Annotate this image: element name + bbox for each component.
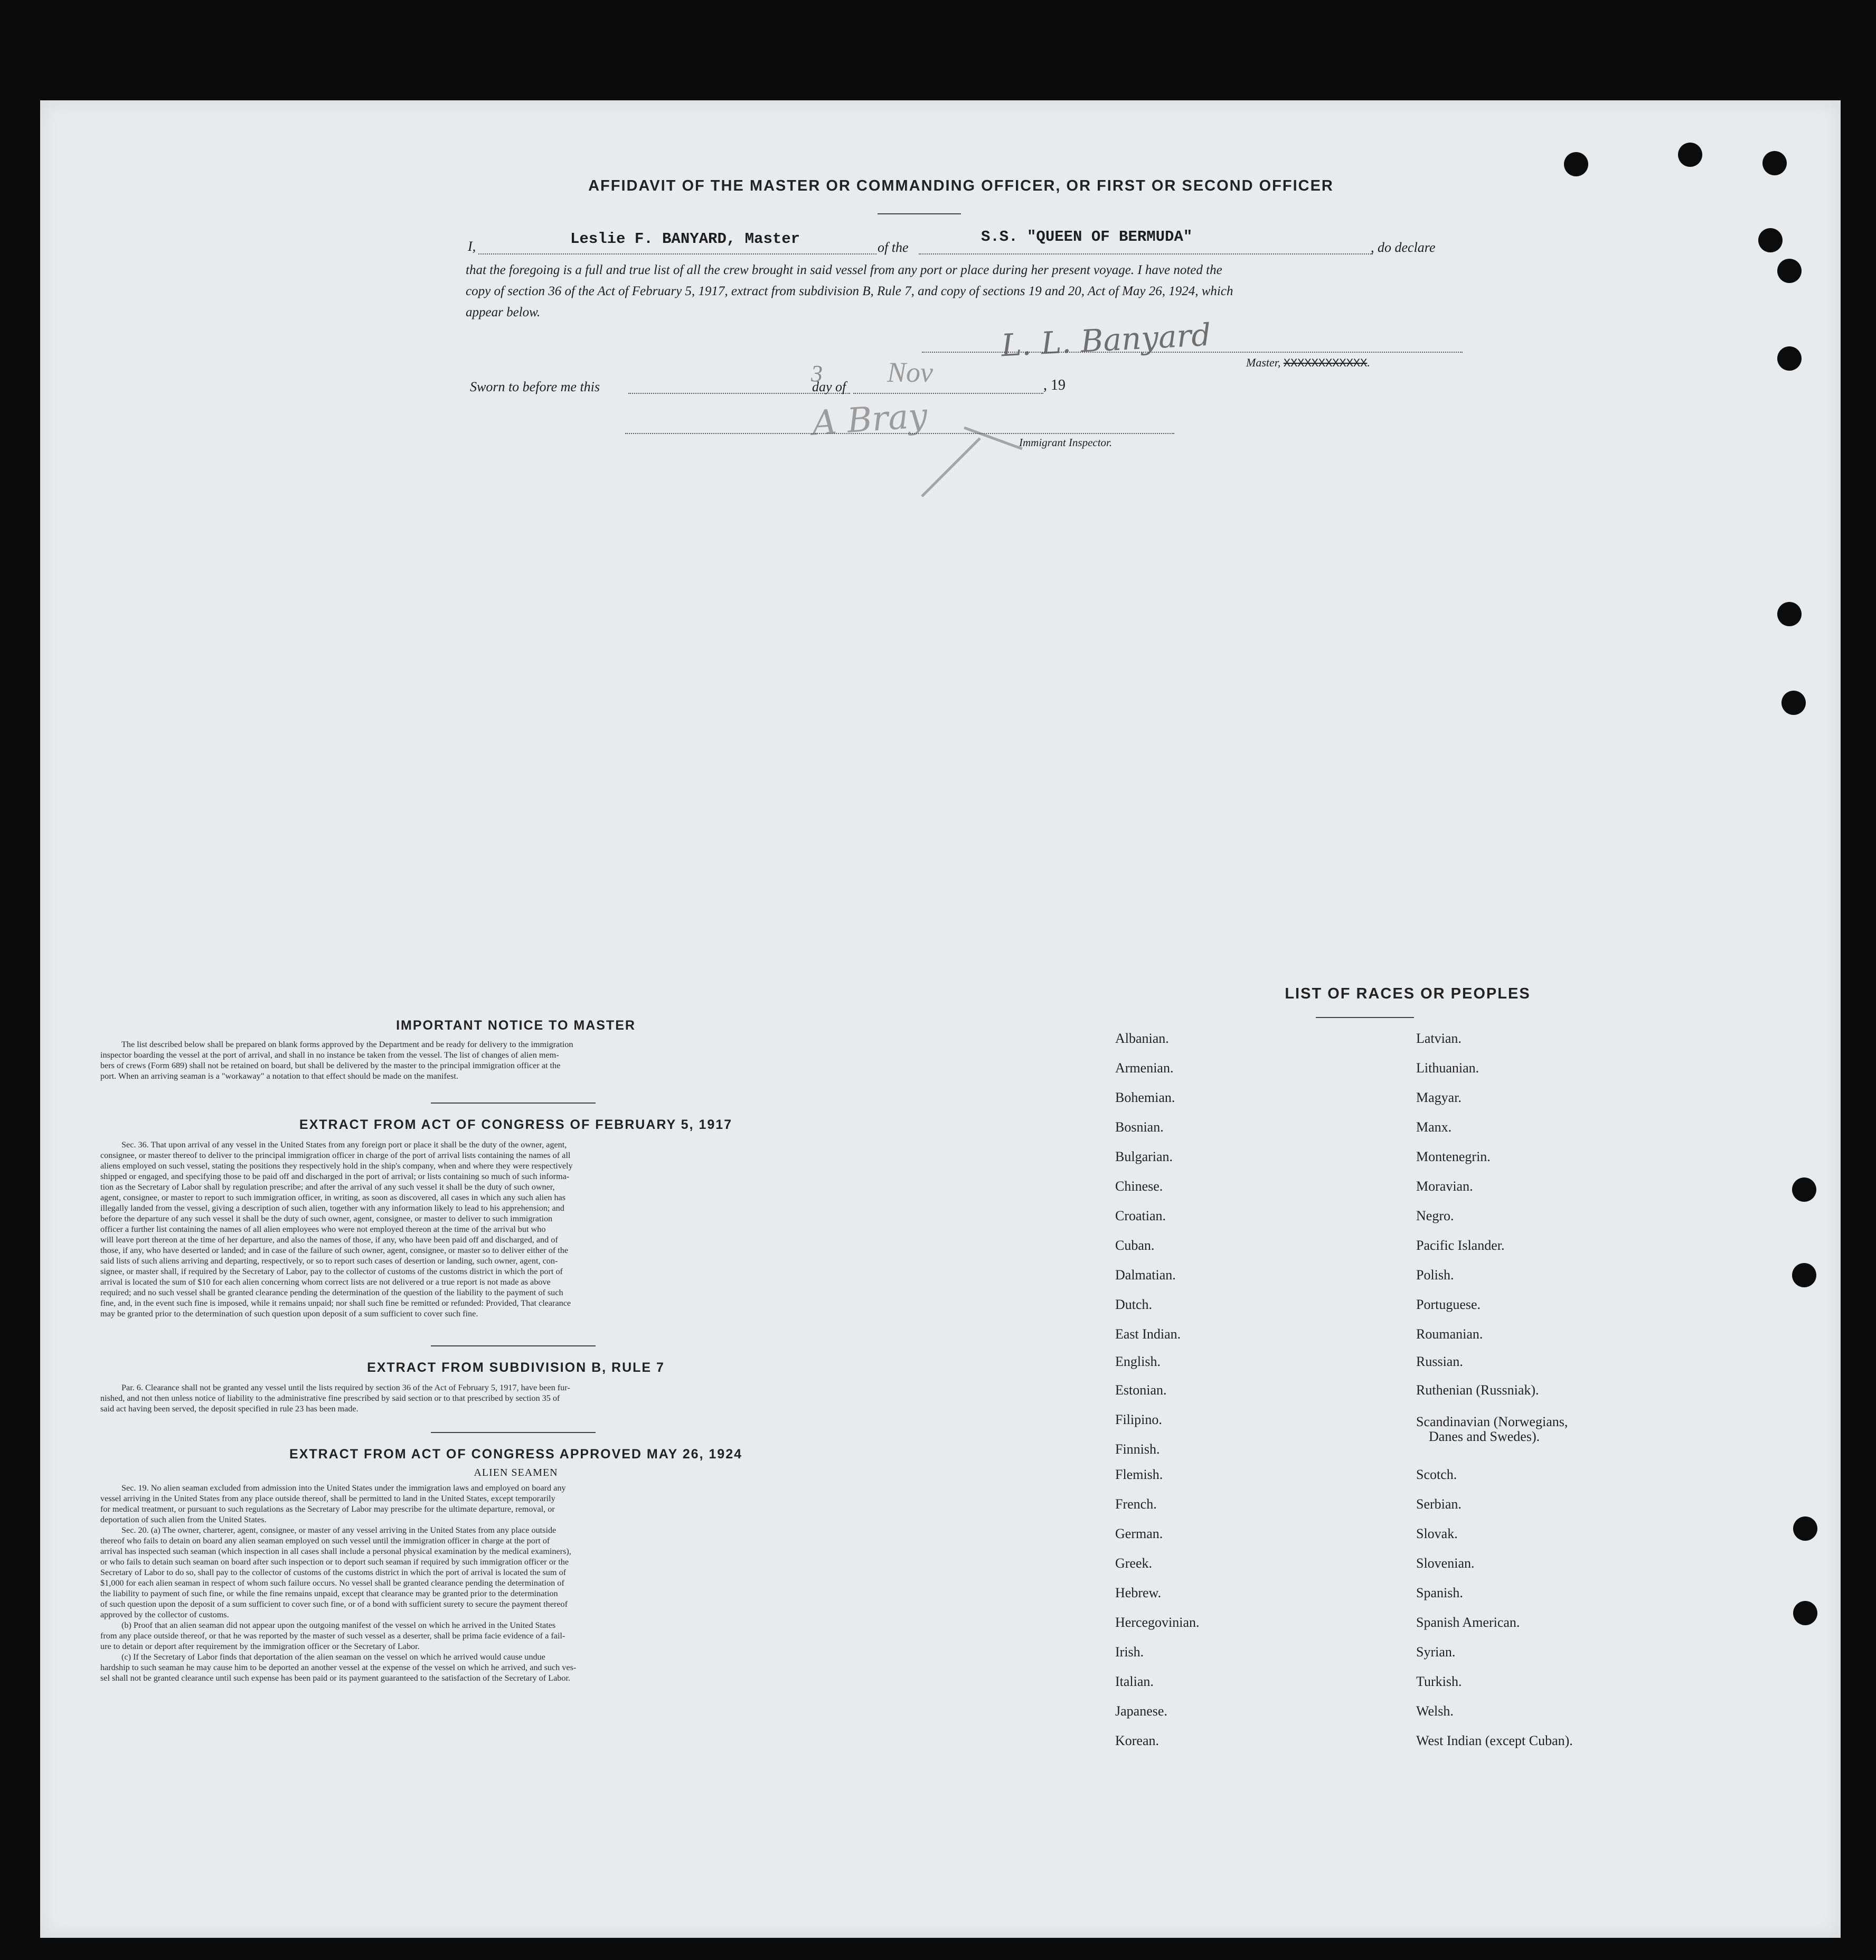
- races-title: LIST OF RACES OR PEOPLES: [1285, 985, 1531, 1002]
- extract-1924-body: [100, 1483, 940, 1683]
- race-turkish: Turkish.: [1416, 1674, 1462, 1689]
- extract-1917-title: EXTRACT FROM ACT OF CONGRESS OF FEBRUARY 5, 1917: [299, 1117, 733, 1132]
- extract-1917-line: shipped or engaged, and specifying those to be paid off and discharged in the port of arrival; or lists containing so much of such informa-: [100, 1172, 570, 1181]
- race-japanese: Japanese.: [1115, 1703, 1167, 1719]
- race-montenegrin: Montenegrin.: [1416, 1149, 1491, 1164]
- race-german: German.: [1115, 1526, 1163, 1541]
- extract-1924-line: (c) If the Secretary of Labor finds that deportation of the alien seaman on the vessel on which he arrived would cause undue: [121, 1652, 545, 1662]
- races-title-underline: [1316, 1017, 1414, 1018]
- extract-1917-line: consignee, or master thereof to deliver to the principal immigration officer in charge of the port of arrival lists containing the names of all: [100, 1151, 571, 1160]
- race-east-indian: East Indian.: [1115, 1326, 1181, 1342]
- inspector-line: [625, 433, 1174, 434]
- extract-1924-line: arrival has inspected such seaman (which inspection in all cases shall include a personal physical examination by the medical examiners),: [100, 1547, 571, 1556]
- punch-hole: [1678, 143, 1702, 167]
- master-label: Master,: [1246, 356, 1284, 369]
- master-signature: L. L. Banyard: [1000, 316, 1212, 364]
- race-negro: Negro.: [1416, 1208, 1454, 1223]
- race-ruthenian: Ruthenian (Russniak).: [1416, 1382, 1539, 1398]
- sworn-month-line: [853, 393, 1043, 394]
- notice-line: port. When an arriving seaman is a "workaway" a notation to that effect should be made on the manifest.: [100, 1071, 458, 1081]
- extract-1924-line: thereof who fails to detain on board any alien seaman employed on such vessel until the immigration officer in charge at the port of: [100, 1536, 550, 1546]
- race-slovak: Slovak.: [1416, 1526, 1458, 1541]
- race-greek: Greek.: [1115, 1556, 1153, 1571]
- race-estonian: Estonian.: [1115, 1382, 1167, 1398]
- race-spanish: Spanish.: [1416, 1585, 1463, 1600]
- extract-1924-line: from any place outside thereof, or that he was reported by the master of such vessel as a deserter, shall be prima facie evidence of a fail-: [100, 1631, 565, 1641]
- extract-1917-line: signee, or master shall, if required by the Secretary of Labor, pay to the collector of customs of the customs district in which the port of: [100, 1267, 563, 1276]
- punch-hole: [1762, 151, 1787, 175]
- declaration-line-2: copy of section 36 of the Act of February 5, 1917, extract from subdivision B, Rule 7, and copy of sections 19 and 20, Act of May 26, 1924, which: [466, 284, 1233, 298]
- race-hebrew: Hebrew.: [1115, 1585, 1162, 1600]
- officer-name: Leslie F. BANYARD, Master: [570, 230, 800, 248]
- race-slovenian: Slovenian.: [1416, 1556, 1475, 1571]
- race-dalmatian: Dalmatian.: [1115, 1267, 1176, 1283]
- notice-line: bers of crews (Form 689) shall not be retained on board, but shall be delivered by the master to the principal immigration officer at the: [100, 1061, 561, 1070]
- extract-1924-line: for medical treatment, or pursuant to such regulations as the Secretary of Labor may prescribe for the ultimate departure, removal, or: [100, 1504, 555, 1514]
- race-cuban: Cuban.: [1115, 1238, 1155, 1253]
- punch-hole: [1758, 228, 1783, 252]
- punch-hole: [1781, 691, 1806, 715]
- punch-hole: [1792, 1263, 1816, 1287]
- race-polish: Polish.: [1416, 1267, 1454, 1283]
- race-chinese: Chinese.: [1115, 1179, 1163, 1194]
- extract-1917-line: those, if any, who have deserted or landed; and in case of the failure of such owner, agent, consignee, or master so to deliver either of the: [100, 1246, 569, 1255]
- name-line: [478, 253, 876, 255]
- extract-1924-line: approved by the collector of customs.: [100, 1610, 229, 1619]
- extract-1924-line: the liability to payment of such fine, or while the fine remains unpaid, except that clearance may be granted prior to the determination: [100, 1589, 558, 1598]
- race-moravian: Moravian.: [1416, 1179, 1473, 1194]
- race-syrian: Syrian.: [1416, 1644, 1456, 1660]
- race-filipino: Filipino.: [1115, 1412, 1162, 1427]
- extract-1924-title: EXTRACT FROM ACT OF CONGRESS APPROVED MAY 26, 1924: [289, 1447, 743, 1462]
- inspector-label: Immigrant Inspector.: [1019, 436, 1113, 449]
- race-dutch: Dutch.: [1115, 1297, 1153, 1312]
- race-pacific-islander: Pacific Islander.: [1416, 1238, 1505, 1253]
- race-irish: Irish.: [1115, 1644, 1144, 1660]
- declaration-line-3: appear below.: [466, 305, 541, 319]
- section-divider: [431, 1432, 596, 1433]
- signature-line: [922, 352, 1463, 353]
- extract-1917-line: tion as the Secretary of Labor shall by regulation prescribe; and after the arrival of any such vessel it shall be the duty of such owner,: [100, 1182, 555, 1192]
- master-suffix: .: [1367, 356, 1370, 369]
- race-finnish: Finnish.: [1115, 1441, 1160, 1457]
- extract-1917-line: arrival is located the sum of $10 for each alien concerning whom correct lists are not delivered or a true report is not made as above: [100, 1277, 551, 1287]
- vessel-name: S.S. "QUEEN OF BERMUDA": [981, 228, 1193, 246]
- extract-1924-line: Sec. 20. (a) The owner, charterer, agent, consignee, or master of any vessel arriving in the United States from any place outside: [121, 1525, 557, 1535]
- race-latvian: Latvian.: [1416, 1031, 1462, 1046]
- extract-1924-line: hardship to such seaman he may cause him to be deported an another vessel at the expense of the vessel on which he arrived, and such ves-: [100, 1663, 577, 1672]
- section-divider: [431, 1102, 596, 1104]
- extract-1917-line: said lists of such aliens arriving and departing, respectively, or so to report such cases of desertion or landing, such owner, agent, con-: [100, 1256, 558, 1266]
- declaration-line-1: that the foregoing is a full and true list of all the crew brought in said vessel from any port or place during her present voyage. I have noted the: [466, 263, 1222, 277]
- notice-line: The list described below shall be prepared on blank forms approved by the Department and be ready for delivery to the immigration: [121, 1040, 573, 1049]
- notice-body: [100, 1039, 940, 1081]
- extract-1917-line: agent, consignee, or master to report to such immigration officer, in writing, as soon as discovered, all cases in which any such alien has: [100, 1193, 566, 1202]
- extract-1924-line: deportation of such alien from the United States.: [100, 1515, 267, 1524]
- extract-1924-line: ure to detain or deport after requirement by the immigration officer or the Secretary of Labor.: [100, 1642, 420, 1651]
- extract-rule7-line: said act having been served, the deposit specified in rule 23 has been made.: [100, 1404, 359, 1414]
- race-albanian: Albanian.: [1115, 1031, 1169, 1046]
- sworn-day-of: day of: [812, 379, 846, 394]
- punch-hole: [1792, 1177, 1816, 1202]
- race-portuguese: Portuguese.: [1416, 1297, 1481, 1312]
- extract-1917-line: illegally landed from the vessel, giving a description of such alien, together with any information likely to lead to his apprehension; and: [100, 1203, 564, 1213]
- notice-title: IMPORTANT NOTICE TO MASTER: [396, 1018, 636, 1033]
- extract-rule7-body: [100, 1382, 940, 1414]
- race-west-indian: West Indian (except Cuban).: [1416, 1733, 1573, 1748]
- vessel-line: [919, 253, 1373, 255]
- race-magyar: Magyar.: [1416, 1090, 1462, 1105]
- extract-1917-line: officer a further list containing the names of all alien employees who were not employed thereon at the time of the arrival but who: [100, 1224, 546, 1234]
- race-welsh: Welsh.: [1416, 1703, 1454, 1719]
- race-lithuanian: Lithuanian.: [1416, 1060, 1479, 1076]
- punch-hole: [1777, 346, 1802, 371]
- document-page: [40, 100, 1841, 1938]
- extract-1917-line: aliens employed on such vessel, stating the positions they respectively hold in the ship's company, when and where they were respectively: [100, 1161, 573, 1171]
- extract-1924-line: or who fails to detain such seaman on board after such inspection or to deport such seaman if required by such immigration officer or the: [100, 1557, 569, 1567]
- do-declare-label: , do declare: [1371, 240, 1436, 255]
- sworn-year: , 19: [1043, 377, 1066, 393]
- extract-1924-line: of such question upon the deposit of a sum sufficient to cover such fine, or of a bond with sufficient surety to secure the payment thereof: [100, 1599, 568, 1609]
- extract-1924-line: sel shall not be granted clearance until such expense has been paid or its payment guaranteed to the satisfaction of the Secretary of Labor.: [100, 1673, 570, 1683]
- extract-1924-line: Secretary of Labor to do so, shall pay to the collector of customs of the customs district in which the port of arrival is located the sum of: [100, 1568, 566, 1577]
- race-italian: Italian.: [1115, 1674, 1154, 1689]
- name-underline: [878, 213, 961, 214]
- punch-hole: [1777, 259, 1802, 283]
- extract-1917-line: may be granted prior to the determination of such question upon deposit of a sum sufficient to cover such fine.: [100, 1309, 478, 1318]
- extract-rule7-line: Par. 6. Clearance shall not be granted any vessel until the lists required by section 36 of the Act of February 5, 1917, have been fur-: [121, 1383, 570, 1392]
- race-croatian: Croatian.: [1115, 1208, 1166, 1223]
- section-divider: [431, 1345, 596, 1346]
- punch-hole: [1777, 602, 1802, 626]
- race-french: French.: [1115, 1496, 1157, 1512]
- extract-1917-line: before the departure of any such vessel it shall be the duty of such owner, agent, consignee, or master to deliver to such immigration: [100, 1214, 553, 1223]
- race-english: English.: [1115, 1354, 1161, 1369]
- extract-1924-subtitle: ALIEN SEAMEN: [474, 1467, 558, 1478]
- race-bohemian: Bohemian.: [1115, 1090, 1175, 1105]
- race-roumanian: Roumanian.: [1416, 1326, 1483, 1342]
- race-scotch: Scotch.: [1416, 1467, 1457, 1482]
- extract-1917-line: will leave port thereon at the time of her departure, and also the names of those, if any, who have been paid off and discharged, and of: [100, 1235, 558, 1245]
- extract-rule7-line: nished, and not then unless notice of liability to the administrative fine prescribed by said section or to that prescribed by section 35 of: [100, 1393, 560, 1403]
- race-flemish: Flemish.: [1115, 1467, 1163, 1482]
- sworn-day-written: 3: [811, 361, 823, 387]
- race-scandinavian-cont: Danes and Swedes).: [1429, 1429, 1540, 1444]
- inspector-signature: A Bray: [810, 396, 929, 444]
- race-spanish-american: Spanish American.: [1416, 1615, 1520, 1630]
- race-hercegovinian: Hercegovinian.: [1115, 1615, 1200, 1630]
- extract-1924-line: Sec. 19. No alien seaman excluded from admission into the United States under the immigration laws and employed on board any: [121, 1483, 566, 1493]
- affidavit-title: AFFIDAVIT OF THE MASTER OR COMMANDING OFFICER, OR FIRST OR SECOND OFFICER: [588, 177, 1334, 194]
- extract-1924-line: (b) Proof that an alien seaman did not appear upon the outgoing manifest of the vessel on which he arrived in the United States: [121, 1620, 556, 1630]
- extract-1917-line: fine, and, in the event such fine is imposed, while it remains unpaid; nor shall such fine be remitted or refunded: Provided, That clearance: [100, 1298, 571, 1308]
- extract-1924-line: $1,000 for each alien seaman in respect of whom such failure occurs. No vessel shall be granted clearance pending the determination of: [100, 1578, 564, 1588]
- punch-hole: [1793, 1601, 1817, 1625]
- master-struck-text: XXXXXXXXXXXX: [1283, 357, 1368, 370]
- of-the-label: of the: [878, 240, 909, 255]
- inspector-signature-stroke: [917, 417, 1033, 502]
- extract-1917-line: Sec. 36. That upon arrival of any vessel in the United States from any foreign port or place it shall be the duty of the owner, agent,: [121, 1140, 567, 1149]
- race-korean: Korean.: [1115, 1733, 1159, 1748]
- punch-hole: [1564, 152, 1588, 176]
- sworn-prefix: Sworn to before me this: [470, 379, 600, 394]
- race-scandinavian: Scandinavian (Norwegians,: [1416, 1414, 1568, 1429]
- race-russian: Russian.: [1416, 1354, 1463, 1369]
- extract-1917-line: required; and no such vessel shall be granted clearance pending the determination of the question of the liability to the payment of such: [100, 1288, 563, 1297]
- punch-hole: [1793, 1516, 1817, 1541]
- race-bosnian: Bosnian.: [1115, 1119, 1164, 1135]
- race-armenian: Armenian.: [1115, 1060, 1174, 1076]
- affidavit-i: I,: [468, 239, 476, 254]
- extract-1917-body: [100, 1139, 940, 1319]
- race-serbian: Serbian.: [1416, 1496, 1462, 1512]
- sworn-month-written: Nov: [887, 356, 933, 388]
- notice-line: inspector boarding the vessel at the port of arrival, and shall in no instance be taken from the vessel. The list of changes of alien mem-: [100, 1050, 559, 1060]
- master-label-row: [1246, 356, 1370, 370]
- extract-rule7-title: EXTRACT FROM SUBDIVISION B, RULE 7: [367, 1360, 665, 1375]
- race-manx: Manx.: [1416, 1119, 1452, 1135]
- extract-1924-line: vessel arriving in the United States from any place outside thereof, shall be permitted to land in the United States, except temporarily: [100, 1494, 555, 1503]
- race-bulgarian: Bulgarian.: [1115, 1149, 1173, 1164]
